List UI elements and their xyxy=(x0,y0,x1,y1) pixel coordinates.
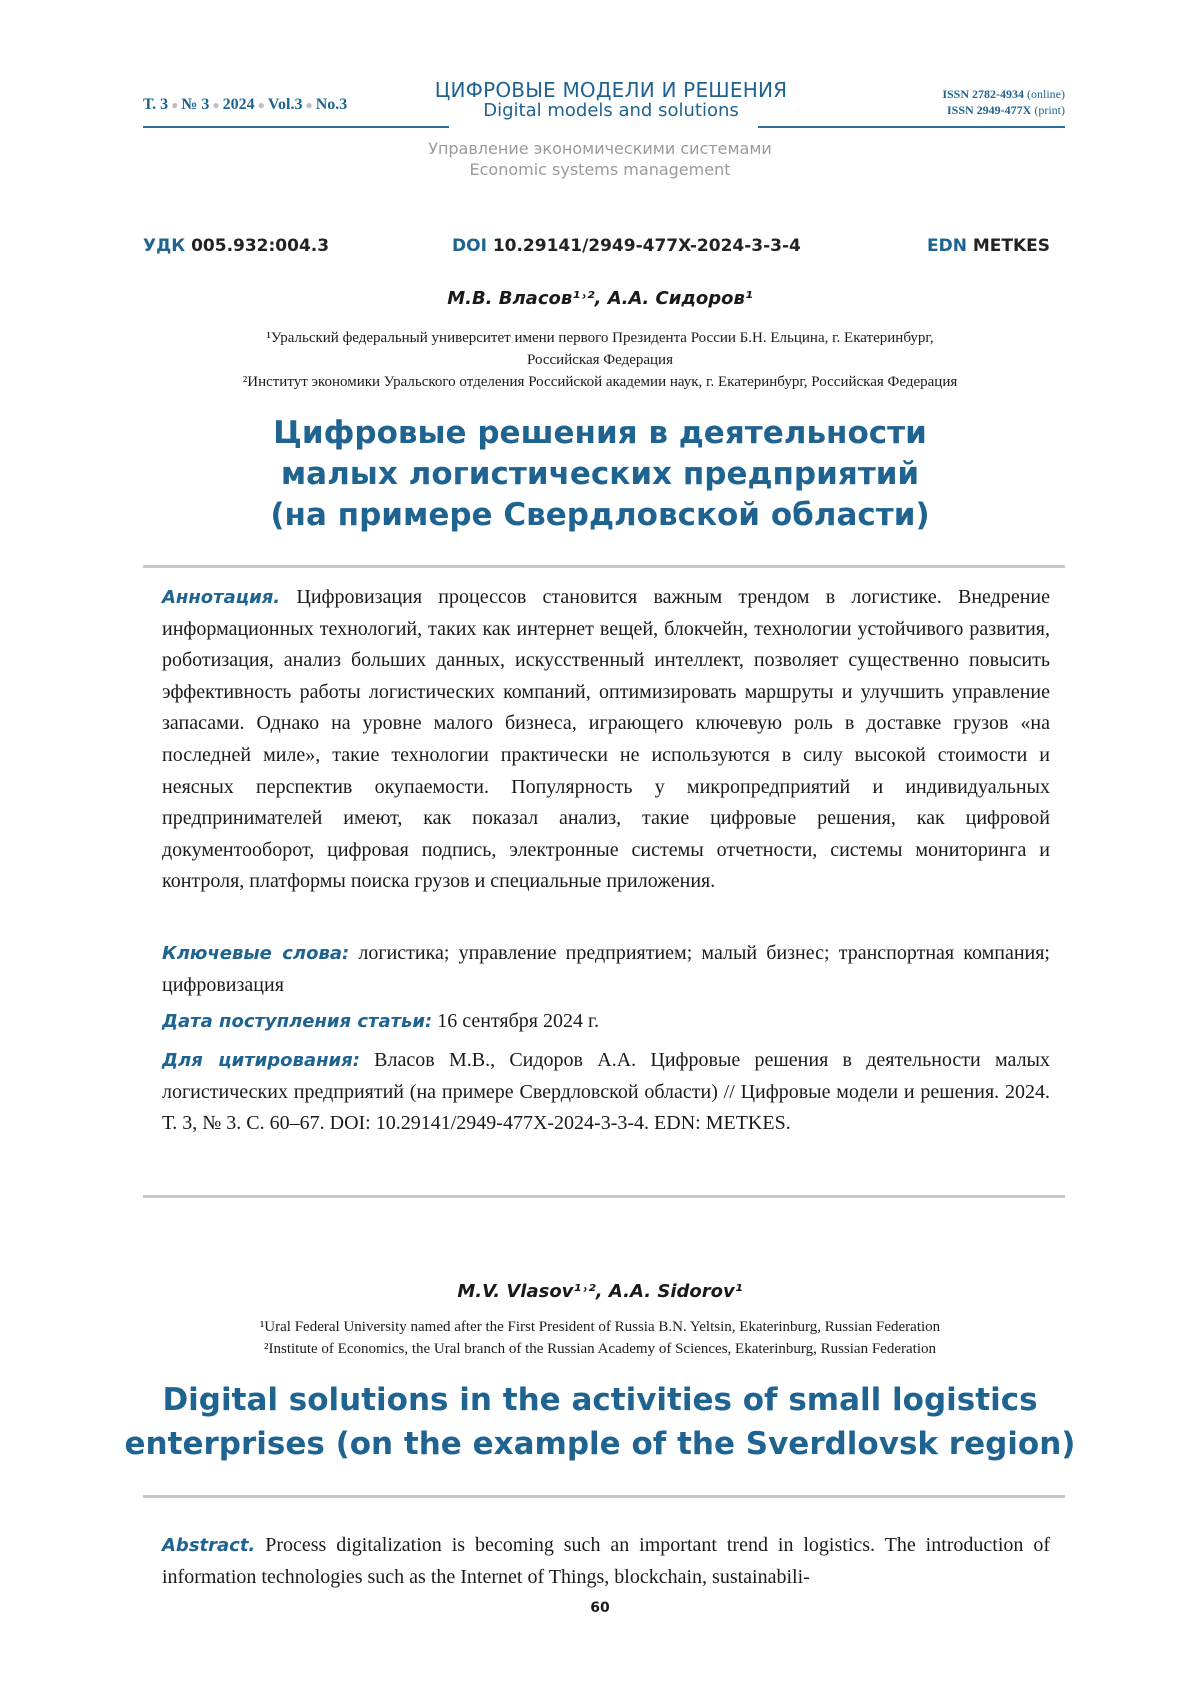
journal-header xyxy=(143,78,1065,128)
abstract-ru: Аннотация. Цифровизация процессов становится важным трендом в логистике. Внедрение информационных технологий, таких как интернет вещей, блокчейн, технологии устойчивого развития, роботизация, анализ больших данных, искусственный интеллект, позволяет существенно повысить эффективность работы логистических компаний, оптимизировать маршруты и улучшить управление запасами. Однако на уровне малого бизнеса, играющего ключевую роль в доставке грузов «на последней миле», такие технологии практически не используются в силу высокой стоимости и неясных перспектив окупаемости. Популярность у микропредприятий и индивидуальных предпринимателей имеют, как показал анализ, такие цифровые решения, как цифровой документооборот, цифровая подпись, электронные системы отчетности, системы мониторинга и контроля, платформы поиска грузов и специальные приложения. xyxy=(162,586,1051,893)
header-rule-right xyxy=(758,126,1065,128)
affiliations-en: ¹Ural Federal University named after the First President of Russia B.N. Yeltsin, Ekaterinburg, Russian Federation ²Institute of Economics, the Ural branch of the Russian Academy of Sciences, Ekaterinburg, Russian Federation xyxy=(259,1319,941,1357)
udk: УДК 005.932:004.3 xyxy=(143,236,330,256)
divider xyxy=(143,1195,1065,1198)
received-date: Дата поступления статьи: 16 сентября 2024 г. xyxy=(162,1010,599,1032)
title-ru: Цифровые решения в деятельности малых логистических предприятий (на примере Свердловской области) xyxy=(270,415,930,533)
header-rule-left xyxy=(143,126,449,128)
abstract-en: Abstract. Process digitalization is becoming such an important trend in logistics. The introduction of information technologies such as the Internet of Things, blockchain, sustainabili- xyxy=(162,1534,1050,1588)
journal-logo xyxy=(421,78,801,121)
divider xyxy=(143,1495,1065,1498)
keywords-ru: Ключевые слова: логистика; управление предприятием; малый бизнес; транспортная компания; цифровизация xyxy=(162,942,1050,996)
edn: EDN METKES xyxy=(927,236,1051,256)
issn-block: ISSN 2782-4934 (online) ISSN 2949-477X (print) xyxy=(942,87,1065,117)
journal-name-ru: ЦИФРОВЫЕ МОДЕЛИ И РЕШЕНИЯ xyxy=(434,78,788,102)
doi[interactable]: DOI 10.29141/2949-477X-2024-3-3-4 xyxy=(452,236,801,256)
citation-ru: Для цитирования: Власов М.В., Сидоров А.А. Цифровые решения в деятельности малых логистических предприятий (на примере Свердловской области) // Цифровые модели и решения. 2024. Т. 3, № 3. С. 60–67. DOI: 10.29141/2949-477X-2024-3-3-4. EDN: METKES. xyxy=(162,1049,1050,1135)
title-en: Digital solutions in the activities of small logistics enterprises (on the example of the Sverdlovsk region) xyxy=(124,1382,1076,1462)
divider xyxy=(143,565,1065,568)
authors-en: M.V. Vlasov¹˒², A.A. Sidorov¹ xyxy=(457,1281,743,1302)
volume-info: Т. 3 ● № 3 ● 2024 ● Vol.3 ● No.3 xyxy=(143,96,348,113)
page-number: 60 xyxy=(590,1600,610,1616)
section-heading: Управление экономическими системами Economic systems management xyxy=(428,139,772,179)
journal-name-en: Digital models and solutions xyxy=(483,100,739,121)
affiliations-ru: ¹Уральский федеральный университет имени первого Президента России Б.Н. Ельцина, г. Екатеринбург, Российская Федерация ²Институт экономики Уральского отделения Российской академии наук, г. Екатеринбург, Российская Федерация xyxy=(242,330,958,390)
authors-ru: М.В. Власов¹˒², А.А. Сидоров¹ xyxy=(447,288,753,309)
